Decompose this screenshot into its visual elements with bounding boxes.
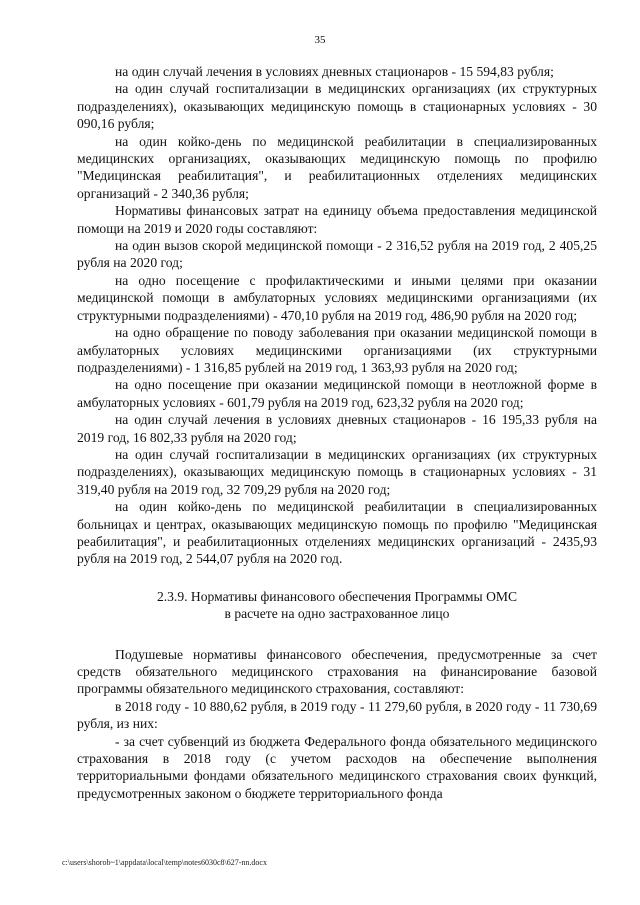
paragraph: на один случай лечения в условиях дневных стационаров - 15 594,83 рубля; xyxy=(115,64,554,79)
paragraph: в 2018 году - 10 880,62 рубля, в 2019 году - 11 279,60 рубля, в 2020 году - 11 730,69 рубля, из них: xyxy=(77,698,597,732)
paragraph: Подушевые нормативы финансового обеспечения, предусмотренные за счет средств обязательного медицинского страхования на финансирование базовой программы обязательного медицинского страхования, составляют: xyxy=(77,646,597,697)
document-body xyxy=(77,63,597,802)
paragraph: на один случай лечения в условиях дневных стационаров - 16 195,33 рубля на 2019 год, 16 802,33 рубля на 2020 год; xyxy=(77,412,597,445)
section-heading-line2: в расчете на одно застрахованное лицо xyxy=(224,606,450,622)
file-path-footer: c:\users\shorob~1\appdata\local\temp\notes6030c8\627-nn.docx xyxy=(62,858,267,867)
paragraph: на один вызов скорой медицинской помощи - 2 316,52 рубля на 2019 год, 2 405,25 рубля на 2020 год; xyxy=(77,238,597,271)
section-heading xyxy=(77,588,597,623)
paragraph: на один случай госпитализации в медицинских организациях (их структурных подразделениях), оказывающих медицинскую помощь в стационарных условиях - 31 319,40 рубля на 2019 год, 32 709,29 рубля на 2020 год; xyxy=(77,446,597,497)
paragraph: на одно посещение при оказании медицинской помощи в неотложной форме в амбулаторных условиях - 601,79 рубля на 2019 год, 623,32 рубля на 2020 год; xyxy=(77,377,597,410)
paragraph: на одно обращение по поводу заболевания при оказании медицинской помощи в амбулаторных условиях медицинскими организациями (их структурными подразделениями) - 1 316,85 рублей на 2019 год, 1 363,93 рубля на 2020 год; xyxy=(77,325,597,375)
paragraph: на одно посещение с профилактическими и иными целями при оказании медицинской помощи в амбулаторных условиях медицинскими организациями (их структурными подразделениями) - 470,10 рубля на 2019 год, 486,90 рубля на 2020 год; xyxy=(77,272,597,323)
paragraph: Нормативы финансовых затрат на единицу объема предоставления медицинской помощи на 2019 и 2020 годы составляют: xyxy=(77,203,597,236)
paragraph: на один койко-день по медицинской реабилитации в специализированных больницах и центрах, оказывающих медицинскую помощь по профилю "Медицинская реабилитация", и реабилитационных отделениях медицинских организаций - 2435,93 рубля на 2019 год, 2 544,07 рубля на 2020 год. xyxy=(77,499,597,567)
page-number: 35 xyxy=(314,34,326,46)
paragraph: на один случай госпитализации в медицинских организациях (их структурных подразделениях), оказывающих медицинскую помощь в стационарных условиях - 30 090,16 рубля; xyxy=(77,81,597,132)
paragraph: - за счет субвенций из бюджета Федерального фонда обязательного медицинского страхования в 2018 году (с учетом расходов на обеспечение выполнения территориальными фондами обязательного медицинского страхования своих функций, предусмотренных законом о бюджете территориального фонда xyxy=(77,733,597,801)
paragraph: на один койко-день по медицинской реабилитации в специализированных медицинских организациях, оказывающих медицинскую помощь по профилю "Медицинская реабилитация", и реабилитационных отделениях медицинских организаций - 2 340,36 рубля; xyxy=(77,133,597,201)
section-heading-line1: 2.3.9. Нормативы финансового обеспечения Программы ОМС xyxy=(156,588,518,604)
